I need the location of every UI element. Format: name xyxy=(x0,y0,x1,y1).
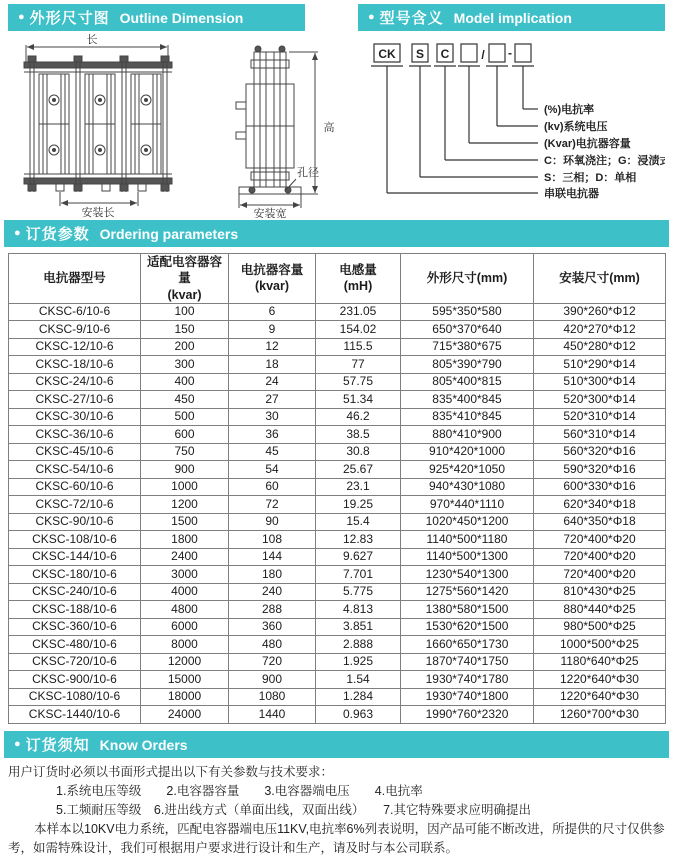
table-cell: 520*300*Φ14 xyxy=(534,391,666,409)
notes-remark: 本样本以10KV电力系统，匹配电容器端电压11KV,电抗率6%列表说明，因产品可能不断改进，所提供的尺寸仅供参考，如需特殊设计，我们可根据用户要求进行设计和生产，请及时与本公司联系。 xyxy=(8,822,665,855)
table-cell: 3000 xyxy=(141,566,229,584)
dim-label-length: 长 xyxy=(86,34,98,46)
table-cell: 900 xyxy=(141,461,229,479)
table-cell: 77 xyxy=(316,356,401,374)
table-cell: 45 xyxy=(229,443,316,461)
notes-title-zh: 订货须知 xyxy=(25,737,90,754)
table-cell: CKSC-12/10-6 xyxy=(9,338,141,356)
table-cell: CKSC-108/10-6 xyxy=(9,531,141,549)
legend-reactor-capacity: (Kvar)电抗器容量 xyxy=(544,138,631,150)
ordering-table-body xyxy=(9,303,666,723)
notes-section-header xyxy=(4,731,669,758)
table-cell: 1230*540*1300 xyxy=(401,566,534,584)
table-cell: 15.4 xyxy=(316,513,401,531)
bullet-icon: ● xyxy=(368,11,375,23)
table-row xyxy=(9,548,666,566)
table-cell: CKSC-1440/10-6 xyxy=(9,706,141,724)
table-cell: 520*310*Φ14 xyxy=(534,408,666,426)
col-header-mounting-size: 安装尺寸(mm) xyxy=(534,254,666,304)
col-header-model: 电抗器型号 xyxy=(9,254,141,304)
table-cell: 360 xyxy=(229,618,316,636)
table-cell: CKSC-54/10-6 xyxy=(9,461,141,479)
table-cell: 835*400*845 xyxy=(401,391,534,409)
table-cell: 46.2 xyxy=(316,408,401,426)
outline-title-en: Outline Dimension xyxy=(119,9,244,26)
table-cell: CKSC-30/10-6 xyxy=(9,408,141,426)
table-cell: 27 xyxy=(229,391,316,409)
top-header-row xyxy=(8,4,665,31)
model-diagram xyxy=(358,38,665,216)
model-section-header xyxy=(358,4,665,31)
table-cell: 1530*620*1500 xyxy=(401,618,534,636)
table-cell: 57.75 xyxy=(316,373,401,391)
table-cell: 23.1 xyxy=(316,478,401,496)
table-cell: 9.627 xyxy=(316,548,401,566)
table-cell: 720 xyxy=(229,653,316,671)
table-cell: 420*270*Φ12 xyxy=(534,321,666,339)
model-code-svg xyxy=(358,38,665,216)
ordering-section-header xyxy=(4,220,669,247)
table-cell: 1.284 xyxy=(316,688,401,706)
outline-title-zh: 外形尺寸图 xyxy=(29,10,110,27)
table-cell: CKSC-6/10-6 xyxy=(9,303,141,321)
table-cell: 1275*560*1420 xyxy=(401,583,534,601)
table-row xyxy=(9,496,666,514)
table-cell: CKSC-36/10-6 xyxy=(9,426,141,444)
table-cell: 715*380*675 xyxy=(401,338,534,356)
table-cell: 1140*500*1180 xyxy=(401,531,534,549)
dim-label-install-length: 安装长 xyxy=(81,207,115,218)
code-separator-slash: / xyxy=(481,48,485,62)
notes-items-1: 1.系统电压等级 2.电容器容量 3.电容器端电压 4.电抗率 xyxy=(56,784,423,798)
table-cell: 54 xyxy=(229,461,316,479)
table-cell: 25.67 xyxy=(316,461,401,479)
table-cell: 30 xyxy=(229,408,316,426)
table-row xyxy=(9,461,666,479)
table-cell: 480 xyxy=(229,636,316,654)
table-cell: 24000 xyxy=(141,706,229,724)
table-cell: 6000 xyxy=(141,618,229,636)
code-box-ck: CK xyxy=(378,47,396,61)
table-cell: 1020*450*1200 xyxy=(401,513,534,531)
table-cell: 1140*500*1300 xyxy=(401,548,534,566)
code-separator-dash: - xyxy=(508,46,512,60)
table-cell: 9 xyxy=(229,321,316,339)
table-cell: 51.34 xyxy=(316,391,401,409)
table-cell: 7.701 xyxy=(316,566,401,584)
table-cell: 300 xyxy=(141,356,229,374)
table-cell: 12.83 xyxy=(316,531,401,549)
ordering-table-wrap xyxy=(8,253,665,724)
dim-label-install-width: 安装宽 xyxy=(253,208,287,218)
table-cell: 1.925 xyxy=(316,653,401,671)
table-cell: 1930*740*1800 xyxy=(401,688,534,706)
col-header-outline-size: 外形尺寸(mm) xyxy=(401,254,534,304)
table-cell: 231.05 xyxy=(316,303,401,321)
model-title-en: Model implication xyxy=(453,9,572,26)
table-row xyxy=(9,583,666,601)
table-cell: 8000 xyxy=(141,636,229,654)
table-row xyxy=(9,513,666,531)
col-header-reactor-capacity: 电抗器容量 (kvar) xyxy=(229,254,316,304)
table-cell: 115.5 xyxy=(316,338,401,356)
table-cell: 12 xyxy=(229,338,316,356)
notes-items-2: 5.工频耐压等级 6.进出线方式（单面出线，双面出线） 7.其它特殊要求应明确提出 xyxy=(56,803,532,817)
table-cell: CKSC-240/10-6 xyxy=(9,583,141,601)
table-cell: 180 xyxy=(229,566,316,584)
table-row xyxy=(9,706,666,724)
table-cell: 1500 xyxy=(141,513,229,531)
table-cell: 940*430*1080 xyxy=(401,478,534,496)
table-cell: 288 xyxy=(229,601,316,619)
table-cell: 805*390*790 xyxy=(401,356,534,374)
table-cell: 595*350*580 xyxy=(401,303,534,321)
table-cell: 1180*640*Φ25 xyxy=(534,653,666,671)
table-cell: 750 xyxy=(141,443,229,461)
model-title-zh: 型号含义 xyxy=(379,10,444,27)
table-row xyxy=(9,321,666,339)
table-cell: 0.963 xyxy=(316,706,401,724)
notes-text xyxy=(8,763,665,858)
table-cell: 500 xyxy=(141,408,229,426)
table-cell: 90 xyxy=(229,513,316,531)
table-cell: 910*420*1000 xyxy=(401,443,534,461)
table-cell: 720*400*Φ20 xyxy=(534,531,666,549)
table-cell: 600 xyxy=(141,426,229,444)
table-row xyxy=(9,443,666,461)
table-row xyxy=(9,426,666,444)
table-cell: 1220*640*Φ30 xyxy=(534,671,666,689)
table-cell: 144 xyxy=(229,548,316,566)
header-spacer xyxy=(305,4,358,31)
table-cell: 240 xyxy=(229,583,316,601)
table-cell: CKSC-27/10-6 xyxy=(9,391,141,409)
table-cell: 4800 xyxy=(141,601,229,619)
table-cell: 1220*640*Φ30 xyxy=(534,688,666,706)
table-cell: 6 xyxy=(229,303,316,321)
table-cell: CKSC-45/10-6 xyxy=(9,443,141,461)
table-row xyxy=(9,391,666,409)
table-cell: 1.54 xyxy=(316,671,401,689)
bullet-icon: ● xyxy=(14,227,21,239)
table-cell: 1990*760*2320 xyxy=(401,706,534,724)
dim-label-height: 高 xyxy=(322,121,334,133)
table-cell: 36 xyxy=(229,426,316,444)
table-cell: 15000 xyxy=(141,671,229,689)
table-row xyxy=(9,566,666,584)
reactor-drawing-svg xyxy=(8,32,342,218)
table-row xyxy=(9,478,666,496)
table-cell: 1000*500*Φ25 xyxy=(534,636,666,654)
table-cell: 390*260*Φ12 xyxy=(534,303,666,321)
table-cell: 720*400*Φ20 xyxy=(534,548,666,566)
table-cell: 60 xyxy=(229,478,316,496)
code-box-c: C xyxy=(440,47,450,61)
ordering-title-en: Ordering parameters xyxy=(99,225,239,242)
table-cell: 560*320*Φ16 xyxy=(534,443,666,461)
table-cell: 1440 xyxy=(229,706,316,724)
table-row xyxy=(9,531,666,549)
table-cell: 1200 xyxy=(141,496,229,514)
ordering-table xyxy=(8,253,666,724)
table-cell: 1080 xyxy=(229,688,316,706)
col-header-inductance: 电感量 (mH) xyxy=(316,254,401,304)
ordering-title-zh: 订货参数 xyxy=(25,226,90,243)
legend-series-reactor: 串联电抗器 xyxy=(544,188,599,200)
table-cell: 100 xyxy=(141,303,229,321)
table-cell: 200 xyxy=(141,338,229,356)
table-cell: 400 xyxy=(141,373,229,391)
table-cell: 4.813 xyxy=(316,601,401,619)
table-cell: 18000 xyxy=(141,688,229,706)
table-cell: 510*290*Φ14 xyxy=(534,356,666,374)
table-cell: 2.888 xyxy=(316,636,401,654)
table-cell: CKSC-18/10-6 xyxy=(9,356,141,374)
table-cell: 900 xyxy=(229,671,316,689)
table-cell: CKSC-1080/10-6 xyxy=(9,688,141,706)
table-row xyxy=(9,618,666,636)
table-cell: 3.851 xyxy=(316,618,401,636)
dim-label-hole-diameter: 孔径 xyxy=(297,167,319,179)
table-row xyxy=(9,601,666,619)
table-cell: 18 xyxy=(229,356,316,374)
table-cell: 450*280*Φ12 xyxy=(534,338,666,356)
table-cell: 450 xyxy=(141,391,229,409)
table-cell: 4000 xyxy=(141,583,229,601)
table-cell: 1380*580*1500 xyxy=(401,601,534,619)
table-cell: 835*410*845 xyxy=(401,408,534,426)
table-cell: 19.25 xyxy=(316,496,401,514)
table-cell: 72 xyxy=(229,496,316,514)
table-cell: 925*420*1050 xyxy=(401,461,534,479)
table-row xyxy=(9,671,666,689)
table-row xyxy=(9,303,666,321)
legend-phase-type: S：三相；D：单相 xyxy=(544,172,637,184)
legend-insulation-type: C：环氧浇注；G：浸渍式 xyxy=(544,155,665,167)
table-cell: 150 xyxy=(141,321,229,339)
table-cell: 2400 xyxy=(141,548,229,566)
table-cell: CKSC-144/10-6 xyxy=(9,548,141,566)
table-cell: 970*440*1110 xyxy=(401,496,534,514)
table-cell: 810*430*Φ25 xyxy=(534,583,666,601)
table-cell: 650*370*640 xyxy=(401,321,534,339)
legend-reactance-rate: (%)电抗率 xyxy=(544,104,595,116)
table-cell: 720*400*Φ20 xyxy=(534,566,666,584)
table-cell: 880*410*900 xyxy=(401,426,534,444)
table-cell: CKSC-60/10-6 xyxy=(9,478,141,496)
table-row xyxy=(9,653,666,671)
table-cell: 880*440*Φ25 xyxy=(534,601,666,619)
table-cell: 1930*740*1780 xyxy=(401,671,534,689)
legend-system-voltage: (kv)系统电压 xyxy=(544,121,608,133)
table-cell: CKSC-90/10-6 xyxy=(9,513,141,531)
outline-drawing xyxy=(8,32,342,218)
table-cell: 30.8 xyxy=(316,443,401,461)
table-cell: 590*320*Φ16 xyxy=(534,461,666,479)
table-cell: 24 xyxy=(229,373,316,391)
notes-title-en: Know Orders xyxy=(99,736,188,753)
code-box-s: S xyxy=(415,47,425,61)
table-row xyxy=(9,338,666,356)
table-cell: CKSC-720/10-6 xyxy=(9,653,141,671)
table-cell: 600*330*Φ16 xyxy=(534,478,666,496)
table-header-row xyxy=(9,254,666,304)
table-cell: CKSC-72/10-6 xyxy=(9,496,141,514)
table-cell: 560*310*Φ14 xyxy=(534,426,666,444)
table-cell: 980*500*Φ25 xyxy=(534,618,666,636)
table-row xyxy=(9,636,666,654)
table-cell: 154.02 xyxy=(316,321,401,339)
table-cell: 12000 xyxy=(141,653,229,671)
outline-section-header xyxy=(8,4,305,31)
bullet-icon: ● xyxy=(14,738,21,750)
table-row xyxy=(9,356,666,374)
table-cell: CKSC-480/10-6 xyxy=(9,636,141,654)
table-cell: 620*340*Φ18 xyxy=(534,496,666,514)
table-cell: 1000 xyxy=(141,478,229,496)
table-cell: 805*400*815 xyxy=(401,373,534,391)
table-cell: 108 xyxy=(229,531,316,549)
table-cell: 1870*740*1750 xyxy=(401,653,534,671)
table-cell: 38.5 xyxy=(316,426,401,444)
table-cell: 1260*700*Φ30 xyxy=(534,706,666,724)
col-header-capacitor-capacity: 适配电容器容量 (kvar) xyxy=(141,254,229,304)
table-row xyxy=(9,688,666,706)
notes-intro: 用户订货时必须以书面形式提出以下有关参数与技术要求： xyxy=(8,765,334,779)
table-cell: CKSC-24/10-6 xyxy=(9,373,141,391)
table-row xyxy=(9,373,666,391)
table-row xyxy=(9,408,666,426)
table-cell: CKSC-9/10-6 xyxy=(9,321,141,339)
table-cell: 1660*650*1730 xyxy=(401,636,534,654)
table-cell: CKSC-360/10-6 xyxy=(9,618,141,636)
table-cell: CKSC-180/10-6 xyxy=(9,566,141,584)
bullet-icon: ● xyxy=(18,11,25,23)
table-cell: 640*350*Φ18 xyxy=(534,513,666,531)
table-cell: 5.775 xyxy=(316,583,401,601)
table-cell: 1800 xyxy=(141,531,229,549)
table-cell: 510*300*Φ14 xyxy=(534,373,666,391)
table-cell: CKSC-900/10-6 xyxy=(9,671,141,689)
table-cell: CKSC-188/10-6 xyxy=(9,601,141,619)
